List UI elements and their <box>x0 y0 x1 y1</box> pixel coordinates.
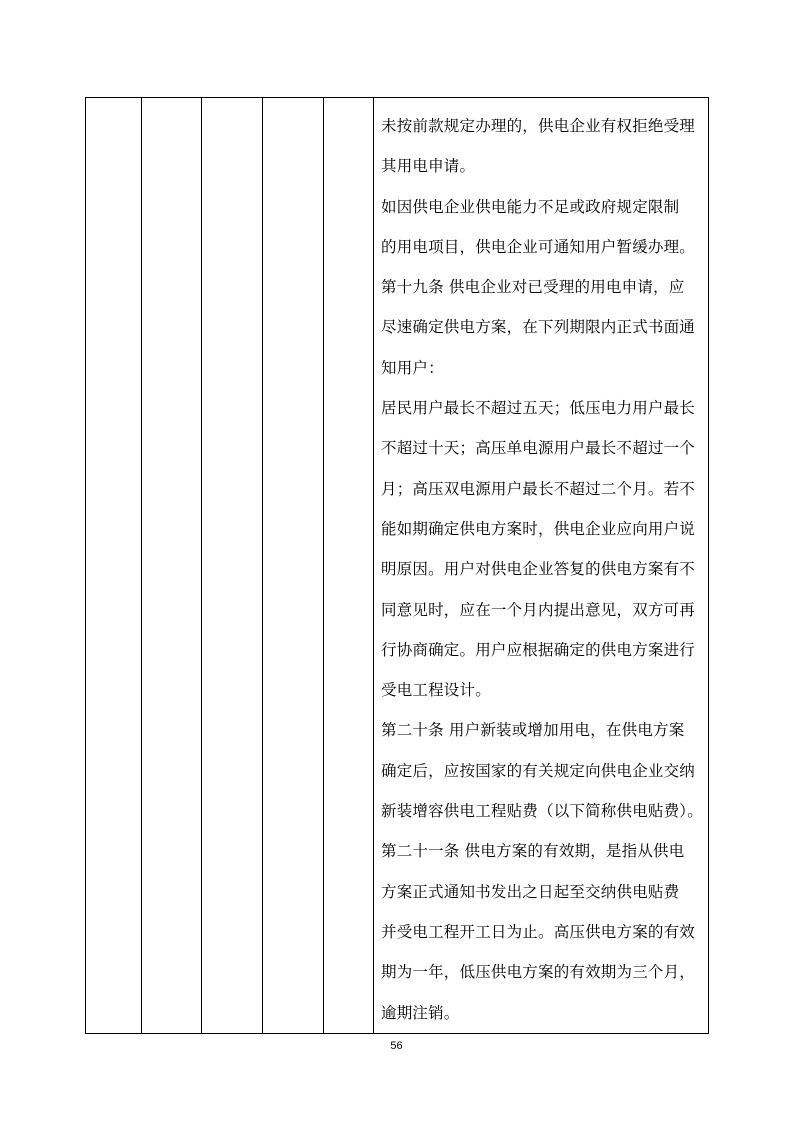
text-line: 未按前款规定办理的，供电企业有权拒绝受理 <box>381 117 696 135</box>
text-line: 第二十一条 供电方案的有效期，是指从供电 <box>381 842 685 861</box>
regulation-text-cell <box>374 98 709 1034</box>
text-line: 期为一年，低压供电方案的有效期为三个月， <box>381 963 696 982</box>
text-line: 并受电工程开工日为止。高压供电方案的有效 <box>381 922 696 941</box>
text-line: 同意见时，应在一个月内提出意见，双方可再 <box>381 600 696 619</box>
text-line: 如因供电企业供电能力不足或政府规定限制 <box>381 197 680 216</box>
table-row <box>86 98 709 1034</box>
text-line: 确定后，应按国家的有关规定向供电企业交纳 <box>381 761 696 780</box>
text-line: 月；高压双电源用户最长不超过二个月。若不 <box>381 479 696 498</box>
page-number: 56 <box>390 1040 403 1052</box>
text-line: 不超过十天；高压单电源用户最长不超过一个 <box>381 439 696 458</box>
text-line: 知用户： <box>381 358 444 377</box>
text-line: 的用电项目，供电企业可通知用户暂缓办理。 <box>381 237 696 256</box>
text-line: 第十九条 供电企业对已受理的用电申请，应 <box>381 278 685 297</box>
text-line: 方案正式通知书发出之日起至交纳供电贴费 <box>381 882 680 901</box>
text-line: 能如期确定供电方案时，供电企业应向用户说 <box>381 519 696 538</box>
text-line: 新装增容供电工程贴费（以下简称供电贴费）。 <box>381 802 703 821</box>
text-line: 尽速确定供电方案，在下列期限内正式书面通 <box>381 318 696 337</box>
text-line: 逾期注销。 <box>381 1003 460 1022</box>
text-line: 其用电申请。 <box>381 157 476 176</box>
regulation-text <box>381 106 708 1033</box>
text-line: 第二十条 用户新装或增加用电，在供电方案 <box>381 721 685 740</box>
regulation-table <box>85 97 709 1034</box>
empty-cell-3 <box>202 98 263 1034</box>
empty-cell-2 <box>142 98 202 1034</box>
empty-cell-5 <box>324 98 374 1034</box>
text-line: 居民用户最长不超过五天；低压电力用户最长 <box>381 399 696 418</box>
empty-cell-4 <box>263 98 324 1034</box>
empty-cell-1 <box>86 98 142 1034</box>
text-line: 受电工程设计。 <box>381 681 491 700</box>
text-line: 行协商确定。用户应根据确定的供电方案进行 <box>381 640 696 659</box>
text-line: 明原因。用户对供电企业答复的供电方案有不 <box>381 560 696 579</box>
